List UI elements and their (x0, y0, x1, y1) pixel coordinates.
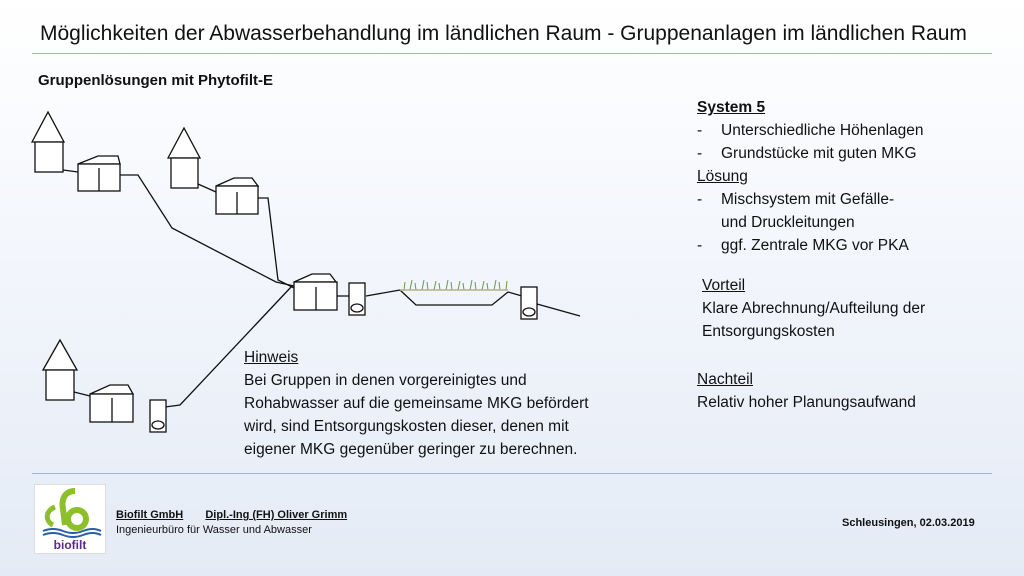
slide-subtitle: Gruppenlösungen mit Phytofilt-E (38, 72, 273, 89)
list-item: - ggf. Zentrale MKG vor PKA (697, 237, 909, 254)
note-label: Hinweis (244, 349, 299, 366)
title-divider (32, 53, 992, 54)
house-icon (294, 274, 337, 310)
footer-company: Biofilt GmbH (116, 509, 184, 521)
house-icon (90, 385, 133, 422)
disadvantage-label: Nachteil (697, 371, 753, 388)
list-item: - Mischsystem mit Gefälle- (697, 191, 895, 208)
footer-person: Dipl.-Ing (FH) Oliver Grimm (205, 509, 348, 521)
advantage-text: Entsorgungskosten (702, 323, 835, 340)
slide-title: Möglichkeiten der Abwasserbehandlung im ländlichen Raum - Gruppenanlagen im ländlichen Raum (40, 22, 967, 45)
list-item: - Unterschiedliche Höhenlagen (697, 122, 924, 139)
note-line: eigener MKG gegenüber geringer zu berechnen. (244, 441, 578, 458)
advantage-text: Klare Abrechnung/Aufteilung der (702, 300, 926, 317)
note-line: Rohabwasser auf die gemeinsame MKG befördert (244, 395, 589, 412)
solution-label: Lösung (697, 168, 748, 185)
advantage-block (702, 274, 925, 343)
plant-filter-bed (400, 280, 508, 305)
septic-tank-icon (150, 400, 166, 432)
house-icon (43, 340, 77, 400)
system-heading: System 5 (697, 99, 766, 116)
septic-tank-icon (521, 287, 537, 319)
advantage-label: Vorteil (702, 277, 746, 294)
svg-text:biofilt: biofilt (53, 538, 87, 552)
footer-divider (32, 473, 992, 474)
note-block (244, 346, 589, 461)
footer-office: Ingenieurbüro für Wasser und Abwasser (116, 524, 312, 536)
house-icon (78, 156, 120, 191)
disadvantage-text: Relativ hoher Planungsaufwand (697, 394, 916, 411)
footer-company-line (116, 509, 347, 521)
house-icon (168, 128, 200, 188)
note-line: Bei Gruppen in denen vorgereinigtes und (244, 372, 527, 389)
house-icon (32, 112, 64, 172)
note-line: wird, sind Entsorgungskosten dieser, denen mit (244, 418, 569, 435)
list-item-continuation: und Druckleitungen (721, 214, 855, 231)
house-icon (216, 178, 258, 214)
septic-tank-icon (349, 283, 365, 315)
biofilt-logo (34, 484, 106, 554)
system-block (697, 96, 924, 257)
disadvantage-block (697, 368, 916, 414)
list-item: - Grundstücke mit guten MKG (697, 145, 917, 162)
footer-date: Schleusingen, 02.03.2019 (842, 517, 975, 529)
